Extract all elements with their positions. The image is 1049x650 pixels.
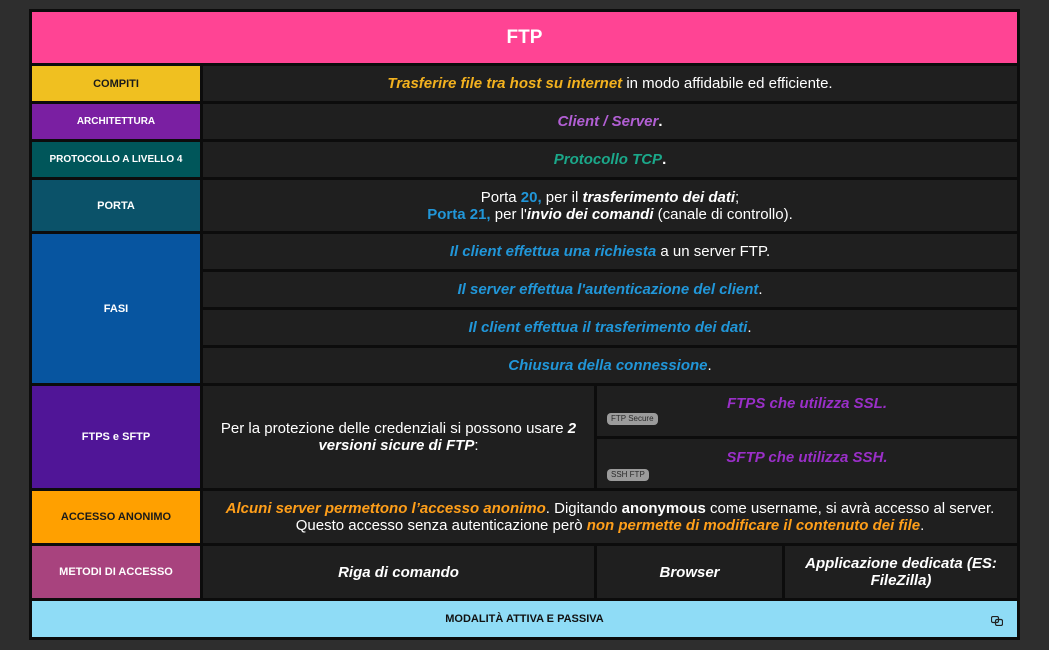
fase-2: Il server effettua l'autenticazione del client. <box>203 272 1017 307</box>
porta-line-1: Porta 20, per il trasferimento dei dati; <box>480 188 740 206</box>
label-protocollo: PROTOCOLLO A LIVELLO 4 <box>32 142 200 177</box>
ftp-secure-tag[interactable]: FTP Secure <box>607 413 658 425</box>
footer-label: MODALITÀ ATTIVA E PASSIVA <box>445 613 604 625</box>
ssh-ftp-tag[interactable]: SSH FTP <box>607 469 649 481</box>
label-accesso-anonimo: ACCESSO ANONIMO <box>32 491 200 543</box>
fase-1: Il client effettua una richiesta a un server FTP. <box>203 234 1017 269</box>
fase-3: Il client effettua il trasferimento dei dati. <box>203 310 1017 345</box>
value-protocollo: Protocollo TCP. <box>203 142 1017 177</box>
label-ftps-sftp: FTPS e SFTP <box>32 386 200 488</box>
compiti-text: in modo affidabile ed efficiente. <box>622 75 833 92</box>
ftps-option: FTPS che utilizza SSL. FTP Secure <box>597 386 1017 436</box>
title-bar <box>32 12 1017 63</box>
value-porta <box>203 180 1017 231</box>
label-compiti: COMPITI <box>32 66 200 101</box>
label-metodi-accesso: METODI DI ACCESSO <box>32 546 200 598</box>
value-compiti <box>203 66 1017 101</box>
value-accesso-anonimo: Alcuni server permettono l’accesso anonimo. Digitando anonymous come username, si avrà accesso al server. Questo accesso senza autenticazione però non permette di modificare il contenuto dei file. <box>203 491 1017 543</box>
label-fasi: FASI <box>32 234 200 383</box>
page-title: FTP <box>506 26 543 48</box>
protocollo-highlight: Protocollo TCP <box>553 151 663 168</box>
ftps-description: Per la protezione delle credenziali si possono usare 2 versioni sicure di FTP: <box>203 386 594 488</box>
sftp-option: SFTP che utilizza SSH. SSH FTP <box>597 439 1017 488</box>
fase-4: Chiusura della connessione. <box>203 348 1017 383</box>
link-icon[interactable] <box>991 613 1003 623</box>
compiti-highlight: Trasferire file tra host su internet <box>387 75 623 92</box>
label-porta: PORTA <box>32 180 200 231</box>
label-architettura: ARCHITETTURA <box>32 104 200 139</box>
metodo-applicazione: Applicazione dedicata (ES: FileZilla) <box>785 546 1017 598</box>
metodo-riga-comando: Riga di comando <box>203 546 594 598</box>
value-architettura: Client / Server. <box>203 104 1017 139</box>
metodo-browser: Browser <box>597 546 782 598</box>
porta-line-2: Porta 21, per l'invio dei comandi (canale di controllo). <box>427 205 793 223</box>
ftp-mindmap-table <box>29 9 1020 640</box>
architettura-highlight: Client / Server <box>557 113 659 130</box>
footer-modalita[interactable] <box>32 601 1017 637</box>
